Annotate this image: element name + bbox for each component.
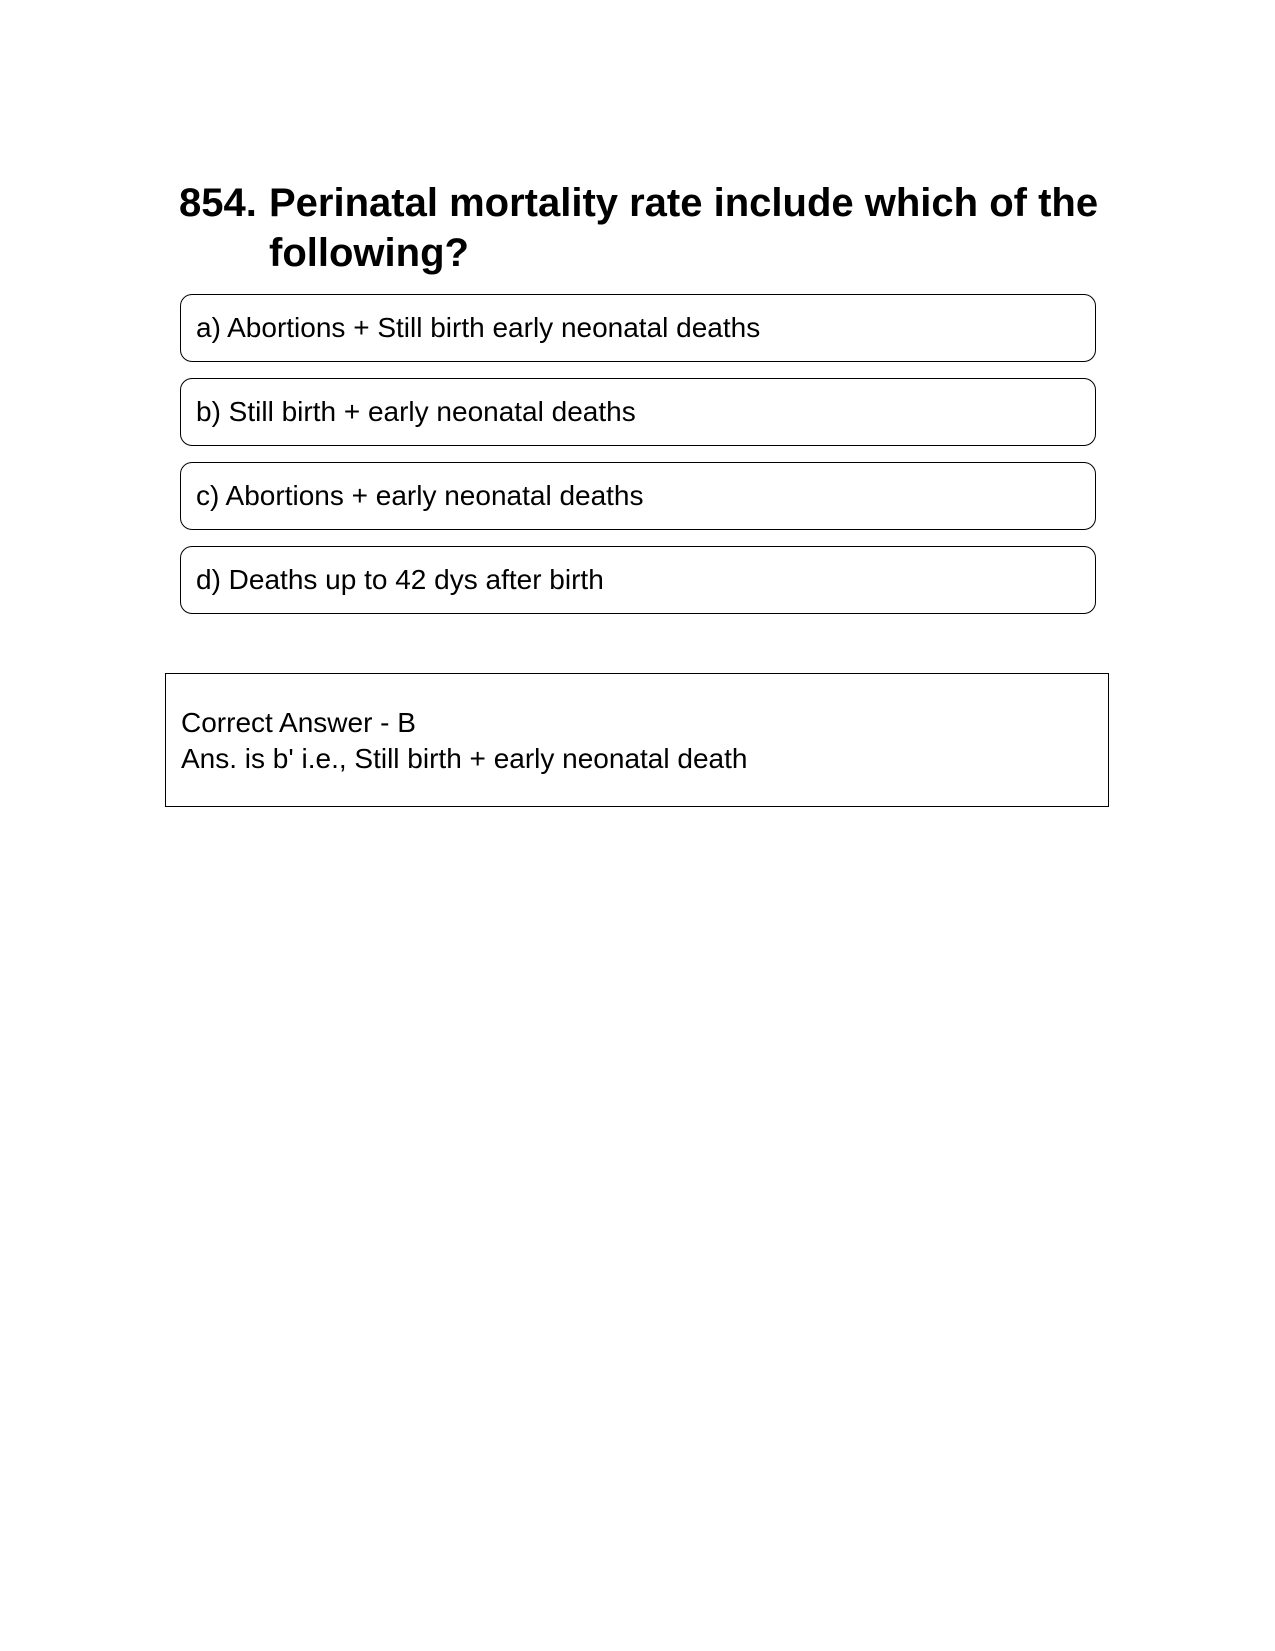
question-text: Perinatal mortality rate include which of the following? [269,181,1099,275]
answer-box [165,673,1109,807]
option-d[interactable]: d) Deaths up to 42 dys after birth [180,546,1096,614]
option-c[interactable]: c) Abortions + early neonatal deaths [180,462,1096,530]
option-a[interactable]: a) Abortions + Still birth early neonatal deaths [180,294,1096,362]
options-list [180,294,1096,630]
correct-answer: Correct Answer - B [181,707,416,738]
question-number: 854. [179,181,257,225]
answer-explanation: Ans. is b' i.e., Still birth + early neonatal death [181,743,748,774]
question-heading [179,178,1099,278]
option-b[interactable]: b) Still birth + early neonatal deaths [180,378,1096,446]
